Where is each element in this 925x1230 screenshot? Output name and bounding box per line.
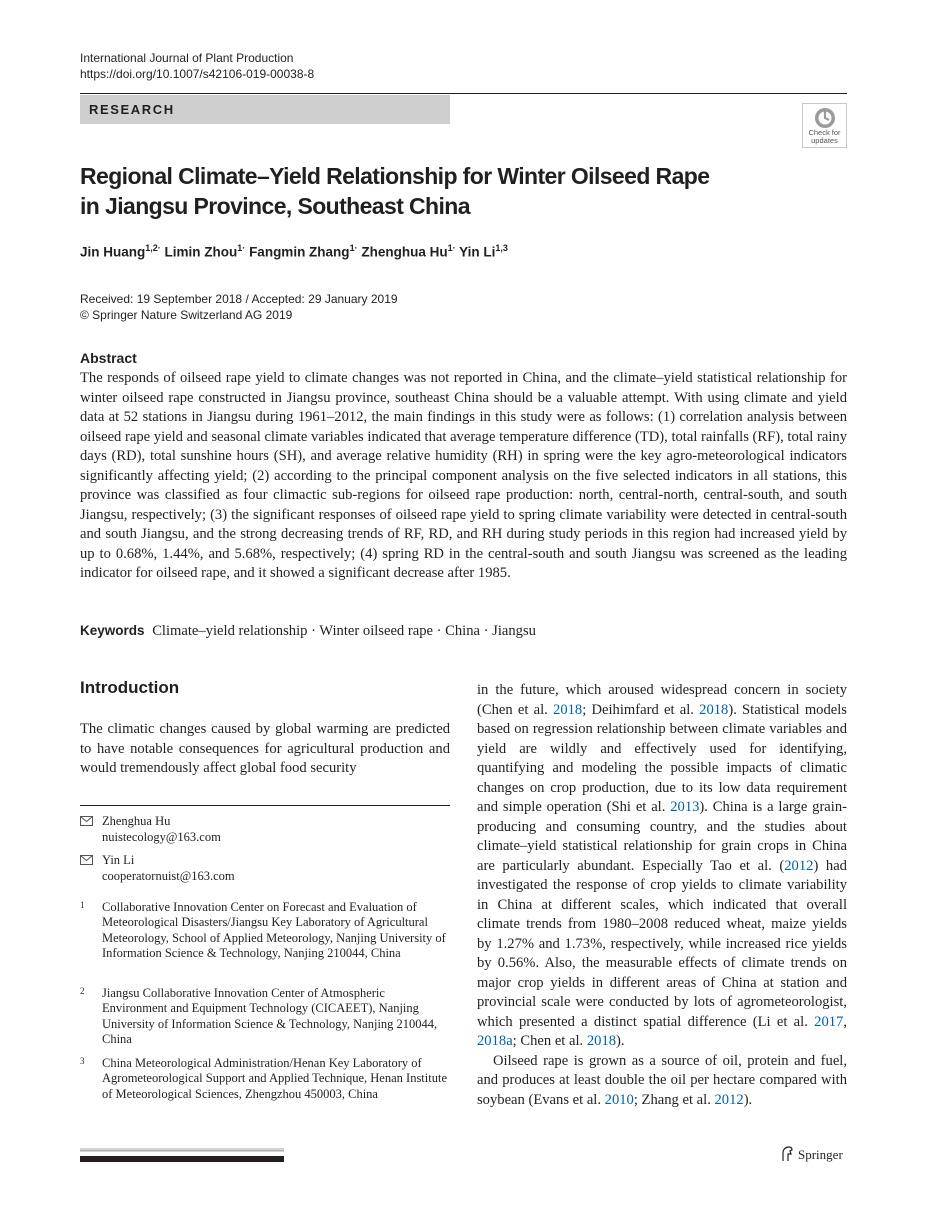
copyright: © Springer Nature Switzerland AG 2019 [80,308,293,322]
author-affiliation-sup: 1,3 [495,243,508,253]
footnote-rule [80,805,450,806]
introduction-heading: Introduction [80,678,180,697]
author-name[interactable]: Yin Li [459,244,496,260]
paper-title [80,161,780,221]
abstract-heading: Abstract [80,350,137,366]
correspondent-email[interactable]: cooperatornuist@163.com [102,868,235,883]
affiliation-text: Jiangsu Collaborative Innovation Center of Atmospheric Environment and Equipment Technology (CICAEET), Nanjing University of Information Science & Technology, Nanjing 210044, China [102,986,438,1047]
affiliation-number: 1 [80,900,85,910]
correspondent-name: Yin Li [102,853,135,867]
author-affiliation-sup: 1 [237,243,243,253]
publisher-logo [780,1146,843,1163]
keywords-text: Climate–yield relationship · Winter oilseed rape · China · Jiangsu [152,623,536,639]
keywords [80,623,847,640]
header-rule [80,93,847,94]
badge-line-2: updates [811,136,838,145]
author-name[interactable]: Jin Huang [80,244,146,260]
author-affiliation-sup: 1 [447,243,453,253]
check-for-updates-badge[interactable] [802,103,847,148]
author-affiliation-sup: 1 [349,243,355,253]
author-affiliation-sup: 1,2 [145,243,158,253]
citation-link[interactable]: 2012 [714,1091,744,1108]
springer-horse-icon [780,1146,794,1162]
journal-name: International Journal of Plant Production [80,51,294,65]
citation-link[interactable]: 2018a [477,1033,513,1049]
keywords-label: Keywords [80,623,145,638]
citation-link[interactable]: 2017 [814,1013,844,1030]
citation-link[interactable]: 2010 [604,1091,634,1108]
journal-header [80,50,314,82]
badge-line-1: Check for [808,128,841,137]
affiliation-text: Collaborative Innovation Center on Forecast and Evaluation of Meteorological Disasters/Jiangsu Key Laboratory of Agricultural Meteorology, School of Applied Meteorology, Nanjing University of Information Science & Technology, Nanjing 210044, China [102,900,446,961]
received-accepted: Received: 19 September 2018 / Accepted: 29 January 2019 [80,292,398,306]
abstract-text: The responds of oilseed rape yield to climate changes was not reported in China, and the climate–yield statistical relationship for winter oilseed rape constructed in Jiangsu province, southeast China should be a valuable attempt. With using climate and yield data at 52 stations in Jiangsu during 1961–2012, the main findings in this study were as follows: (1) correlation analysis between oilseed rape yield and seasonal climate variables indicated that average temperature difference (TD), total rainfalls (RF), total rainy days (RD), total sunshine hours (SH), and average relative humidity (RH) in spring were the key agro-meteorological indicators significantly affecting yield; (2) according to the principal component analysis on the five selected indicators in all stations, this province was classified as four climactic sub-regions for oilseed rape production: north, central-north, central-south, and south Jiangsu, respectively; (3) the significant responses of oilseed rape yield to spring climate variability were detected in central-south and south Jiangsu, and the strong decreasing trends of RF, RD, and RH during study periods in this region had increased yield by up to 0.68%, 1.44%, and 5.68%, respectively; (4) spring RD in the central-south and south Jiangsu was screened as the leading indicator for oilseed rape, and it showed a significant decrease after 1985. [80,370,847,581]
paragraph: Oilseed rape is grown as a source of oil, protein and fuel, and produces at least double the oil per hectare compared with soybean (Evans et al. 2010; Zhang et al. 2012). [477,1052,847,1108]
footer-barcode [80,1148,284,1162]
citation-link[interactable]: 2018 [553,701,583,718]
affiliation-number: 2 [80,986,85,996]
envelope-icon [80,816,93,826]
introduction-text-col1: The climatic changes caused by global warming are predicted to have notable consequences for agricultural production and would tremendously affect global food security [80,721,450,776]
correspondent-name: Zhenghua Hu [102,814,171,828]
author-name[interactable]: Limin Zhou [164,244,238,260]
affiliation-number: 3 [80,1056,85,1066]
author-list: Jin Huang$^{1,2\cdot}$ Limin Zhou$^{1\cdot}$ Fangmin Zhang$^{1\cdot}$ Zhenghua $Hu^{1\cdot}$ Yin Li$^{1,3}$ [80,243,508,260]
correspondent-email[interactable]: nuistecology@163.com [102,829,221,844]
publication-dates [80,291,398,323]
affiliation [80,900,450,962]
section-label: RESEARCH [80,95,450,124]
affiliation-text: China Meteorological Administration/Henan Key Laboratory of Agrometeorological Support and Applied Technique, Henan Institute of Meteorological Sciences, Zhengzhou 450003, China [102,1056,447,1101]
paragraph: in the future, which aroused widespread concern in society (Chen et al. 2018; Deihimfard et al. 2018). Statistical models based on regression relationship between climate variables and yield are wildly and effectively used for identifying, quantifying and modeling the possible impacts of climatic changes on crop production, due to its low data requirement and simple operation (Shi et al. 2013). China is a large grain-producing and consuming country, and the studies about climate–yield statistical relationship for grain crops in China are particularly abundant. Especially Tao et al. (2012) had investigated the response of crop yields to climate variability in China at different scales, which indicated that overall climate trends from 1980–2008 reduced wheat, maize yields by 1.27% and 1.73%, respectively, while increased rice yields by 0.56%. Also, the measurable effects of climate trends on major crop yields in different areas of China at station and provincial scale were conducted by lots of agrometeorologist, which presented a distinct spatial difference (Li et al. 2017, 2018a; Chen et al. 2018). [477,682,847,1049]
publisher-name: Springer [798,1147,843,1162]
citation-link[interactable]: 2013 [670,799,700,815]
doi-link[interactable]: https://doi.org/10.1007/s42106-019-00038-8 [80,67,315,81]
citation-link[interactable]: 2018 [586,1033,617,1049]
author-name[interactable]: Fangmin Zhang [249,244,350,260]
correspondence-item [80,853,235,884]
updates-icon [814,107,836,129]
title-line-1: Regional Climate–Yield Relationship for Winter Oilseed Rape [80,163,710,189]
citation-link[interactable]: 2012 [784,857,814,874]
affiliation [80,986,450,1048]
correspondence-item [80,814,221,845]
envelope-icon [80,855,93,865]
citation-link[interactable]: 2018 [699,701,729,718]
title-line-2: in Jiangsu Province, Southeast China [80,193,470,219]
affiliation [80,1056,450,1102]
introduction-text-col2 [477,681,847,1110]
author-name[interactable]: Zhenghua Hu [361,244,448,260]
